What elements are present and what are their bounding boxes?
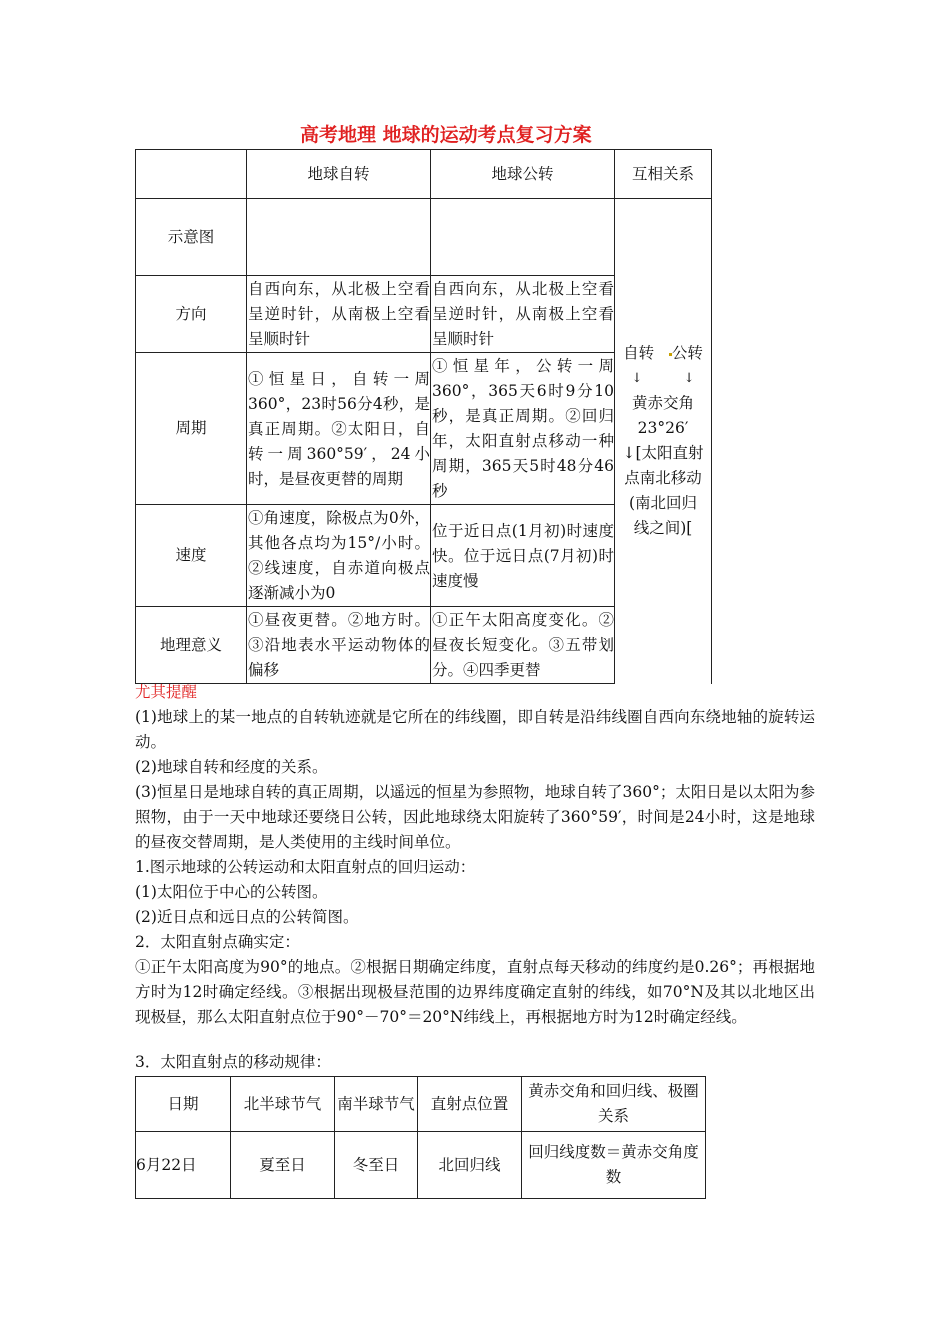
cell-rotation-diagram <box>247 199 431 276</box>
row-label-diagram: 示意图 <box>136 199 247 276</box>
relation-obliquity-value: 23°26′ <box>637 419 689 438</box>
relation-cell <box>615 199 712 684</box>
row-label-direction: 方向 <box>136 276 247 353</box>
note-paragraph-1: (1)地球上的某一地点的自转轨迹就是它所在的纬线圈，即自转是沿纬线圈自西向东绕地轴的旋转运动。 <box>135 708 815 751</box>
cell-north-term: 夏至日 <box>231 1132 335 1199</box>
note-paragraph-3: (3)恒星日是地球自转的真正周期，以遥远的恒星为参照物，地球自转了360°；太阳日是以太阳为参照物，由于一天中地球还要绕日公转，因此地球绕太阳旋转了360°59′，时间是24小时，这是地球的昼夜交替周期，是人类使用的主线时间单位。 <box>135 783 815 851</box>
cell-rotation-period: ①恒星日，自转一周360°，23时56分4秒，是真正周期。②太阳日，自转一周360°59′，24小时，是昼夜更替的周期 <box>247 353 431 505</box>
document-title: 高考地理 地球的运动考点复习方案 <box>300 124 592 146</box>
row-label-speed: 速度 <box>136 505 247 607</box>
cell-rotation-speed: ①角速度，除极点为0外，其他各点均为15°/小时。②线速度，自赤道向极点逐渐减小为0 <box>247 505 431 607</box>
relation-line5: ↓[太阳直射 <box>622 444 704 463</box>
cell-revolution-direction: 自西向东，从北极上空看呈逆时针，从南极上空看呈顺时针 <box>431 276 615 353</box>
relation-line6: 点南北移动 <box>624 469 702 488</box>
cell-revolution-significance: ①正午太阳高度变化。②昼夜长短变化。③五带划分。④四季更替 <box>431 607 615 684</box>
note-paragraph-9: 3．太阳直射点的移动规律： <box>135 1053 331 1071</box>
note-paragraph-2: (2)地球自转和经度的关系。 <box>135 758 328 776</box>
note-paragraph-4: 1.图示地球的公转运动和太阳直射点的回归运动： <box>135 858 476 876</box>
cell-date: 6月22日 <box>136 1132 231 1199</box>
row-label-period: 周期 <box>136 353 247 505</box>
note-paragraph-7: 2．太阳直射点确实定： <box>135 933 300 951</box>
header-date: 日期 <box>136 1077 231 1132</box>
relation-rotation: 自转 <box>623 344 655 363</box>
note-paragraph-6: (2)近日点和远日点的公转简图。 <box>135 908 359 926</box>
notes-heading: 尤其提醒 <box>135 683 198 701</box>
header-rotation: 地球自转 <box>247 150 431 199</box>
relation-line8: 线之间)[ <box>633 519 693 538</box>
header-blank <box>136 150 247 199</box>
note-paragraph-5: (1)太阳位于中心的公转图。 <box>135 883 328 901</box>
earth-motion-table <box>135 149 712 684</box>
header-obliquity-relation: 黄赤交角和回归线、极圈关系 <box>522 1077 706 1132</box>
note-paragraph-8: ①正午太阳高度为90°的地点。②根据日期确定纬度，直射点每天移动的纬度约是0.26°；再根据地方时为12时确定经线。③根据出现极昼范围的边界纬度确定直射的纬线，如70°N及其以北地区出现极昼，那么太阳直射点位于90°－70°＝20°N纬线上，再根据地方时为12时确定经线。 <box>135 958 815 1026</box>
solar-point-table <box>135 1076 706 1199</box>
cell-revolution-speed: 位于近日点(1月初)时速度快。位于远日点(7月初)时速度慢 <box>431 505 615 607</box>
cell-rotation-direction: 自西向东，从北极上空看呈逆时针，从南极上空看呈顺时针 <box>247 276 431 353</box>
cell-rotation-significance: ①昼夜更替。②地方时。③沿地表水平运动物体的偏移 <box>247 607 431 684</box>
relation-revolution: 公转 <box>671 344 703 363</box>
header-south-term: 南半球节气 <box>335 1077 418 1132</box>
cell-revolution-period: ①恒星年，公转一周360°，365天6时9分10秒，是真正周期。②回归年，太阳直射点移动一种周期，365天5时48分46秒 <box>431 353 615 505</box>
cell-point-position: 北回归线 <box>418 1132 522 1199</box>
relation-obliquity: 黄赤交角 <box>631 394 694 413</box>
relation-line7: (南北回归 <box>628 494 698 513</box>
header-point-position: 直射点位置 <box>418 1077 522 1132</box>
header-relation: 互相关系 <box>615 150 712 199</box>
header-revolution: 地球公转 <box>431 150 615 199</box>
cell-south-term: 冬至日 <box>335 1132 418 1199</box>
cell-obliquity-relation: 回归线度数＝黄赤交角度数 <box>522 1132 706 1199</box>
header-north-term: 北半球节气 <box>231 1077 335 1132</box>
relation-arrows: ↓ ↓ <box>631 371 695 387</box>
cell-revolution-diagram <box>431 199 615 276</box>
row-label-significance: 地理意义 <box>136 607 247 684</box>
